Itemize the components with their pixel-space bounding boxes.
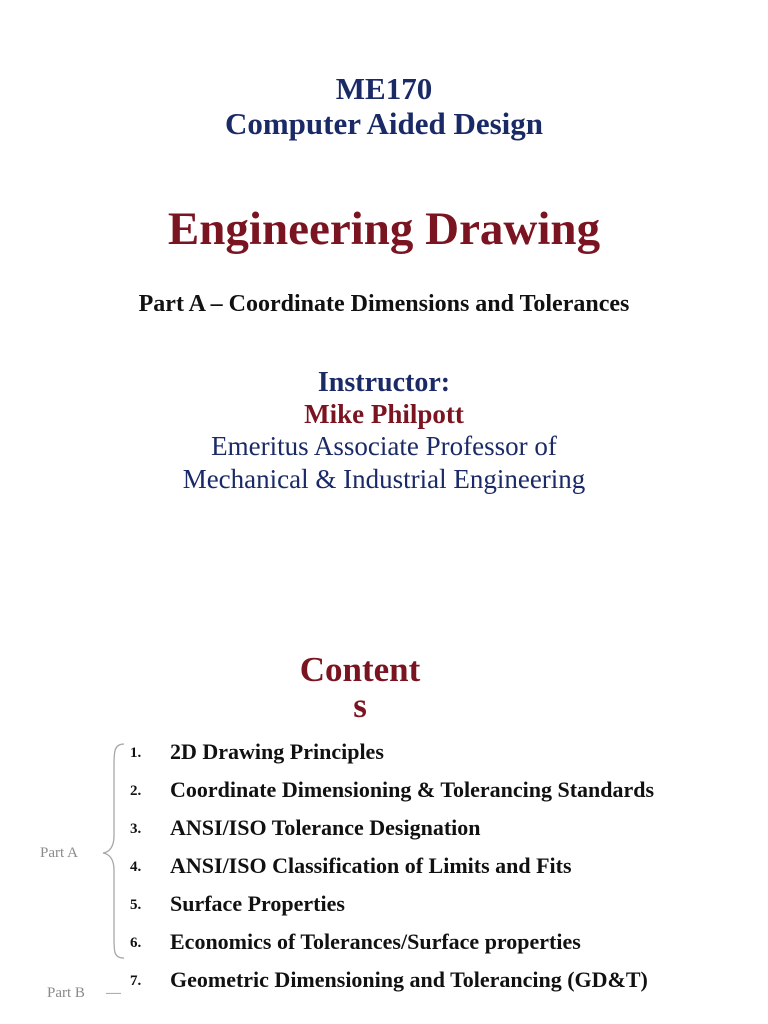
list-item-label: ANSI/ISO Classification of Limits and Fits [170,853,572,878]
page-subtitle: Part A – Coordinate Dimensions and Tolerances [138,291,630,317]
part-b-dash: — [106,985,121,1001]
course-name: Computer Aided Design [224,106,544,141]
instructor-heading: Instructor: [317,367,451,398]
list-item-label: Economics of Tolerances/Surface properties [170,929,581,954]
list-item-number: 4. [130,859,142,875]
list-item-number: 5. [130,897,142,913]
page-title: Engineering Drawing [167,203,601,255]
list-item-number: 1. [130,745,142,761]
list-item-label: Surface Properties [170,891,345,916]
instructor-name: Mike Philpott [304,399,464,429]
contents-heading-line-1: Content [299,650,421,689]
list-item-number: 3. [130,821,142,837]
list-item-number: 6. [130,935,142,951]
contents-heading-line-2: s [353,686,367,725]
list-item-number: 7. [130,973,142,989]
list-item-label: Coordinate Dimensioning & Tolerancing Standards [170,777,655,802]
instructor-title-line-1: Emeritus Associate Professor of [211,431,557,461]
course-code: ME170 [335,71,433,106]
list-item-number: 2. [130,783,142,799]
part-b-label: Part B [47,985,85,1001]
list-item-label: 2D Drawing Principles [170,739,384,764]
list-item-label: Geometric Dimensioning and Tolerancing (GD&T) [170,967,648,992]
list-item-label: ANSI/ISO Tolerance Designation [170,815,481,840]
part-a-brace-icon [98,742,128,960]
part-a-label: Part A [40,845,78,861]
contents-heading [280,652,440,724]
instructor-title-line-2: Mechanical & Industrial Engineering [182,464,586,494]
